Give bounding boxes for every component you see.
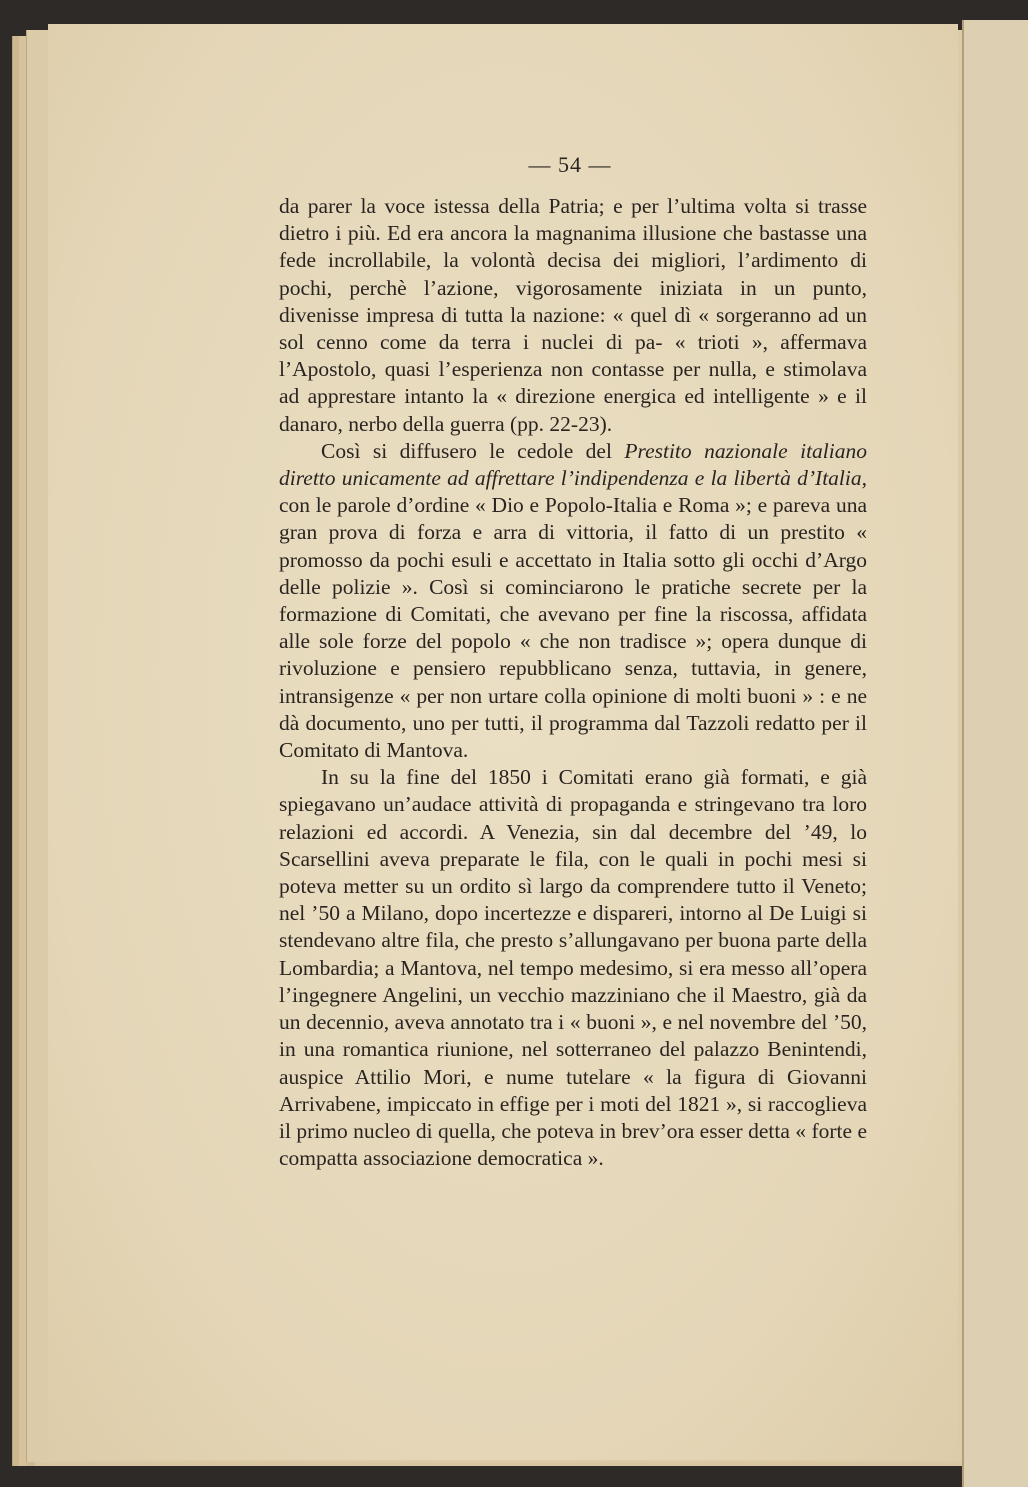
body-text: [279, 193, 867, 1172]
page-number: — 54 —: [528, 152, 612, 177]
facing-page-edge: [962, 20, 1028, 1487]
paragraph-2-lead: Così si diffusero le cedole del: [321, 438, 625, 463]
loan-title-italic: Prestito nazionale italiano diretto unicamente ad affrettare l’indipendenza e la libertà d’Italia,: [279, 438, 867, 491]
paragraph-2-body: con le parole d’ordine « Dio e Popolo-Italia e Roma »; e pareva una gran prova di forza e arra di vittoria, il fatto di un prestito « promosso da pochi esuli e accettato in Italia sotto gli occhi d’Argo delle polizie ». Così si cominciarono le pratiche secrete per la formazione di Comitati, che avevano per fine la riscossa, affidata alle sole forze del popolo « che non tradisce »; opera dunque di rivoluzione e pensiero repubblicano senza, tuttavia, in genere, intransigenze « per non urtare colla opinione di molti buoni » : e ne dà documento, uno per tutti, il programma dal Tazzoli redatto per il Comitato di Mantova.: [279, 493, 867, 763]
paragraph-3: In su la fine del 1850 i Comitati erano già formati, e già spiegavano un’audace attività di propaganda e stringevano tra loro relazioni ed accordi. A Venezia, sin dal decembre del ’49, lo Scarsellini aveva preparate le fila, con le quali in pochi mesi si poteva metter su un ordito sì largo da comprendere tutto il Veneto; nel ’50 a Milano, dopo incertezze e dispareri, intorno al De Luigi si stendevano altre fila, che presto s’allungavano per buona parte della Lombardia; a Mantova, nel tempo medesimo, si era messo all’opera l’ingegnere Angelini, un vecchio mazziniano che il Maestro, già da un decennio, aveva annotato tra i « buoni », e nel novembre del ’50, in una romantica riunione, nel sotterraneo del palazzo Benintendi, auspice Attilio Mori, e nume tutelare « la figura di Giovanni Arrivabene, impiccato in effige per i moti del 1821 », si raccoglieva il primo nucleo di quella, che poteva in brev’ora esser detta « forte e compatta associazione democratica ».: [279, 765, 867, 1171]
paragraph-1: da parer la voce istessa della Patria; e per l’ultima volta si trasse dietro i più. Ed era ancora la magnanima illusione che bastasse una fede incrollabile, la volontà decisa dei migliori, l’ardimento di pochi, perchè l’azione, vigorosamente iniziata in un punto, divenisse impresa di tutta la nazione: « quel dì « sorgeranno ad un sol cenno come da terra i nuclei di pa- « trioti », affermava l’Apostolo, quasi l’esperienza non contasse per nulla, e stimolava ad apprestare intanto la « direzione energica ed intelligente » e il danaro, nerbo della guerra (pp. 22-23).: [279, 194, 867, 436]
paragraph-2: [279, 438, 867, 764]
